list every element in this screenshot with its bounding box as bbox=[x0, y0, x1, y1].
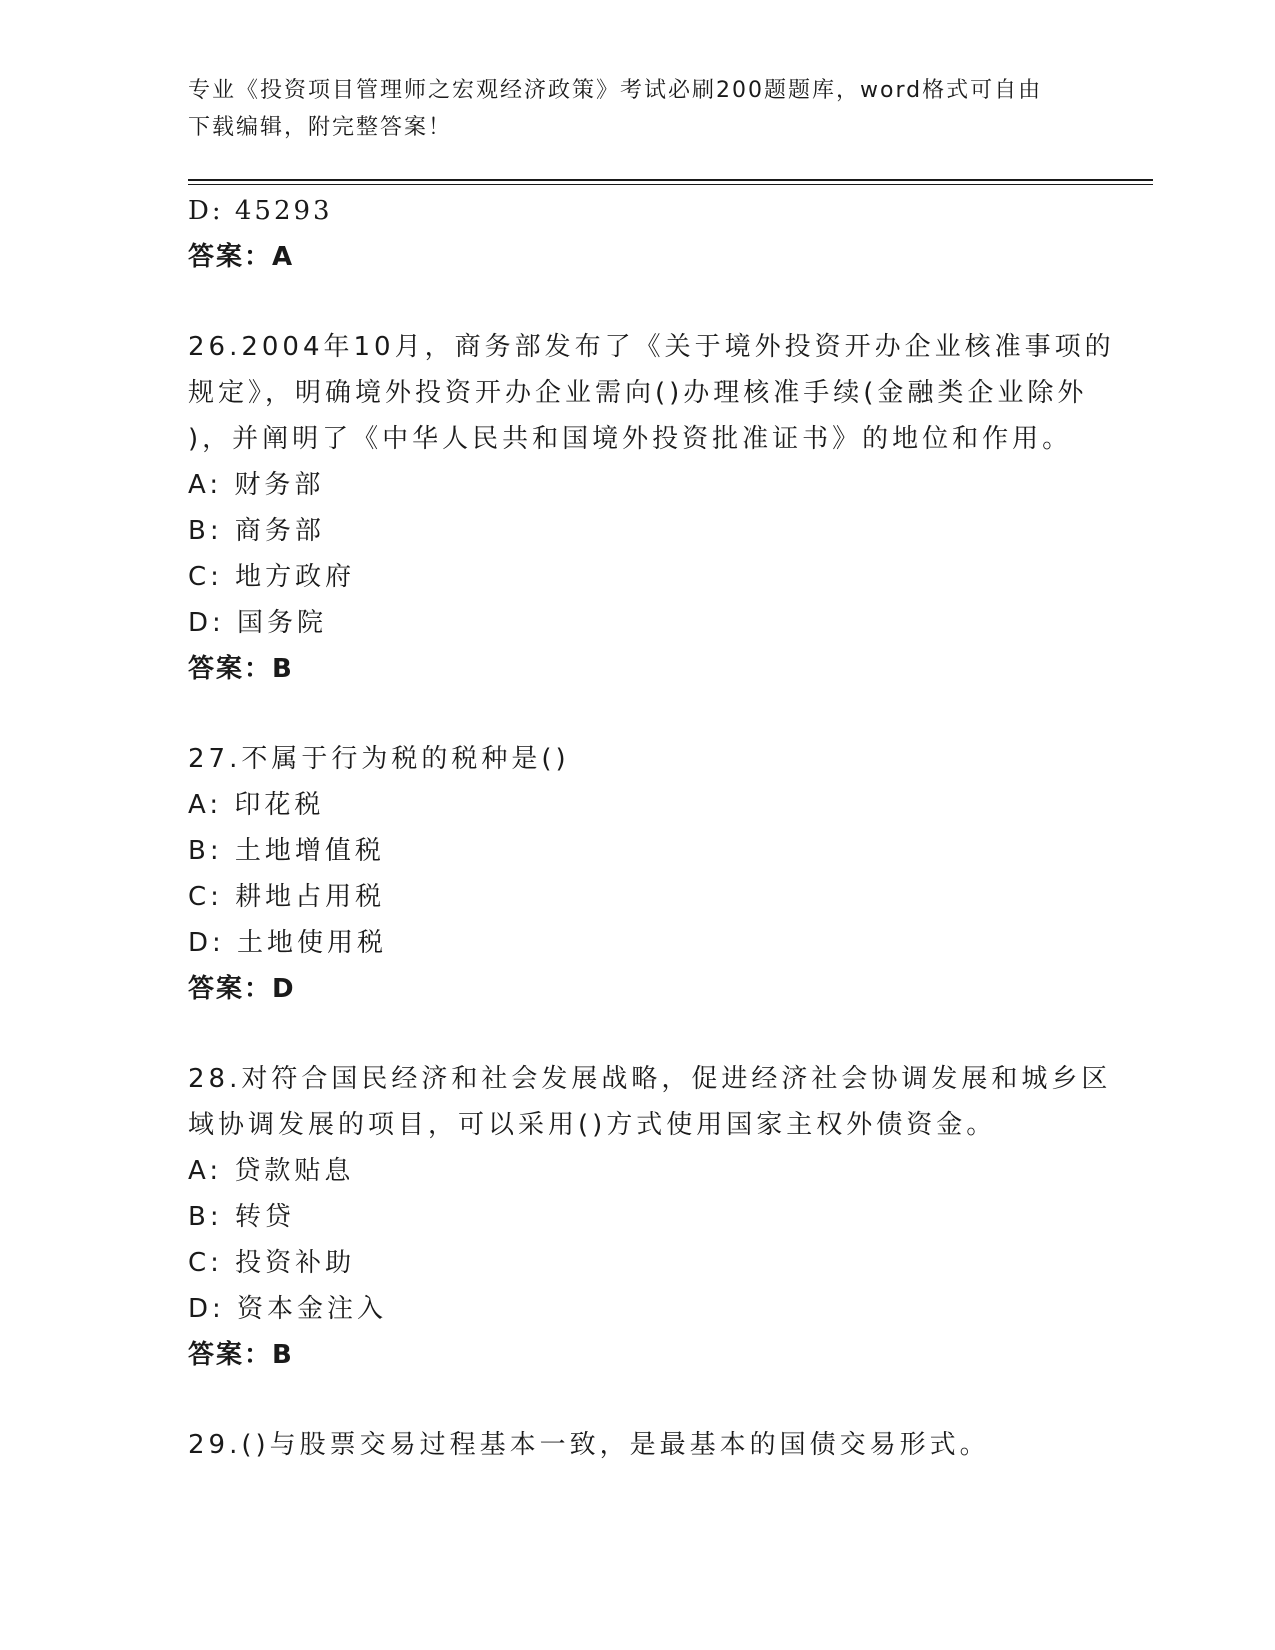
option-d: D: 资本金注入 bbox=[188, 1294, 388, 1324]
question-list bbox=[188, 188, 1115, 1468]
header-line-1: 专业《投资项目管理师之宏观经济政策》考试必刷200题题库，word格式可自由 bbox=[188, 78, 1043, 103]
question-text-line: 27.不属于行为税的税种是() bbox=[188, 744, 570, 774]
option-a: A: 贷款贴息 bbox=[188, 1156, 355, 1186]
option-d: D: 45293 bbox=[188, 196, 333, 226]
answer-label: 答案：D bbox=[188, 974, 296, 1004]
question-27 bbox=[188, 736, 1088, 1012]
option-c: C: 投资补助 bbox=[188, 1248, 356, 1278]
header-divider bbox=[188, 179, 1153, 181]
question-28 bbox=[188, 1056, 1112, 1378]
answer-label: 答案：B bbox=[188, 1340, 294, 1370]
option-b: B: 商务部 bbox=[188, 516, 325, 546]
answer-label: 答案：B bbox=[188, 654, 294, 684]
option-d: D: 国务院 bbox=[188, 608, 328, 638]
header-divider-thin bbox=[188, 184, 1153, 185]
answer-label: 答案：A bbox=[188, 242, 295, 272]
question-text-line: )，并阐明了《中华人民共和国境外投资批准证书》的地位和作用。 bbox=[188, 424, 1073, 454]
question-text-line: 规定》，明确境外投资开办企业需向()办理核准手续(金融类企业除外 bbox=[188, 378, 1088, 408]
question-text-line: 28.对符合国民经济和社会发展战略，促进经济社会协调发展和城乡区 bbox=[188, 1064, 1112, 1094]
question-26 bbox=[188, 324, 1115, 692]
option-a: A: 印花税 bbox=[188, 790, 325, 820]
option-c: C: 耕地占用税 bbox=[188, 882, 386, 912]
header-line-2: 下载编辑，附完整答案！ bbox=[188, 115, 453, 140]
option-d: D: 土地使用税 bbox=[188, 928, 388, 958]
option-b: B: 土地增值税 bbox=[188, 836, 385, 866]
question-text-line: 26.2004年10月，商务部发布了《关于境外投资开办企业核准事项的 bbox=[188, 332, 1115, 362]
option-c: C: 地方政府 bbox=[188, 562, 356, 592]
option-b: B: 转贷 bbox=[188, 1202, 295, 1232]
question-text-line: 29.()与股票交易过程基本一致，是最基本的国债交易形式。 bbox=[188, 1430, 990, 1460]
question-text-line: 域协调发展的项目，可以采用()方式使用国家主权外债资金。 bbox=[188, 1110, 997, 1140]
option-a: A: 财务部 bbox=[188, 470, 325, 500]
document-header bbox=[188, 72, 1078, 146]
question-29 bbox=[188, 1422, 1088, 1468]
